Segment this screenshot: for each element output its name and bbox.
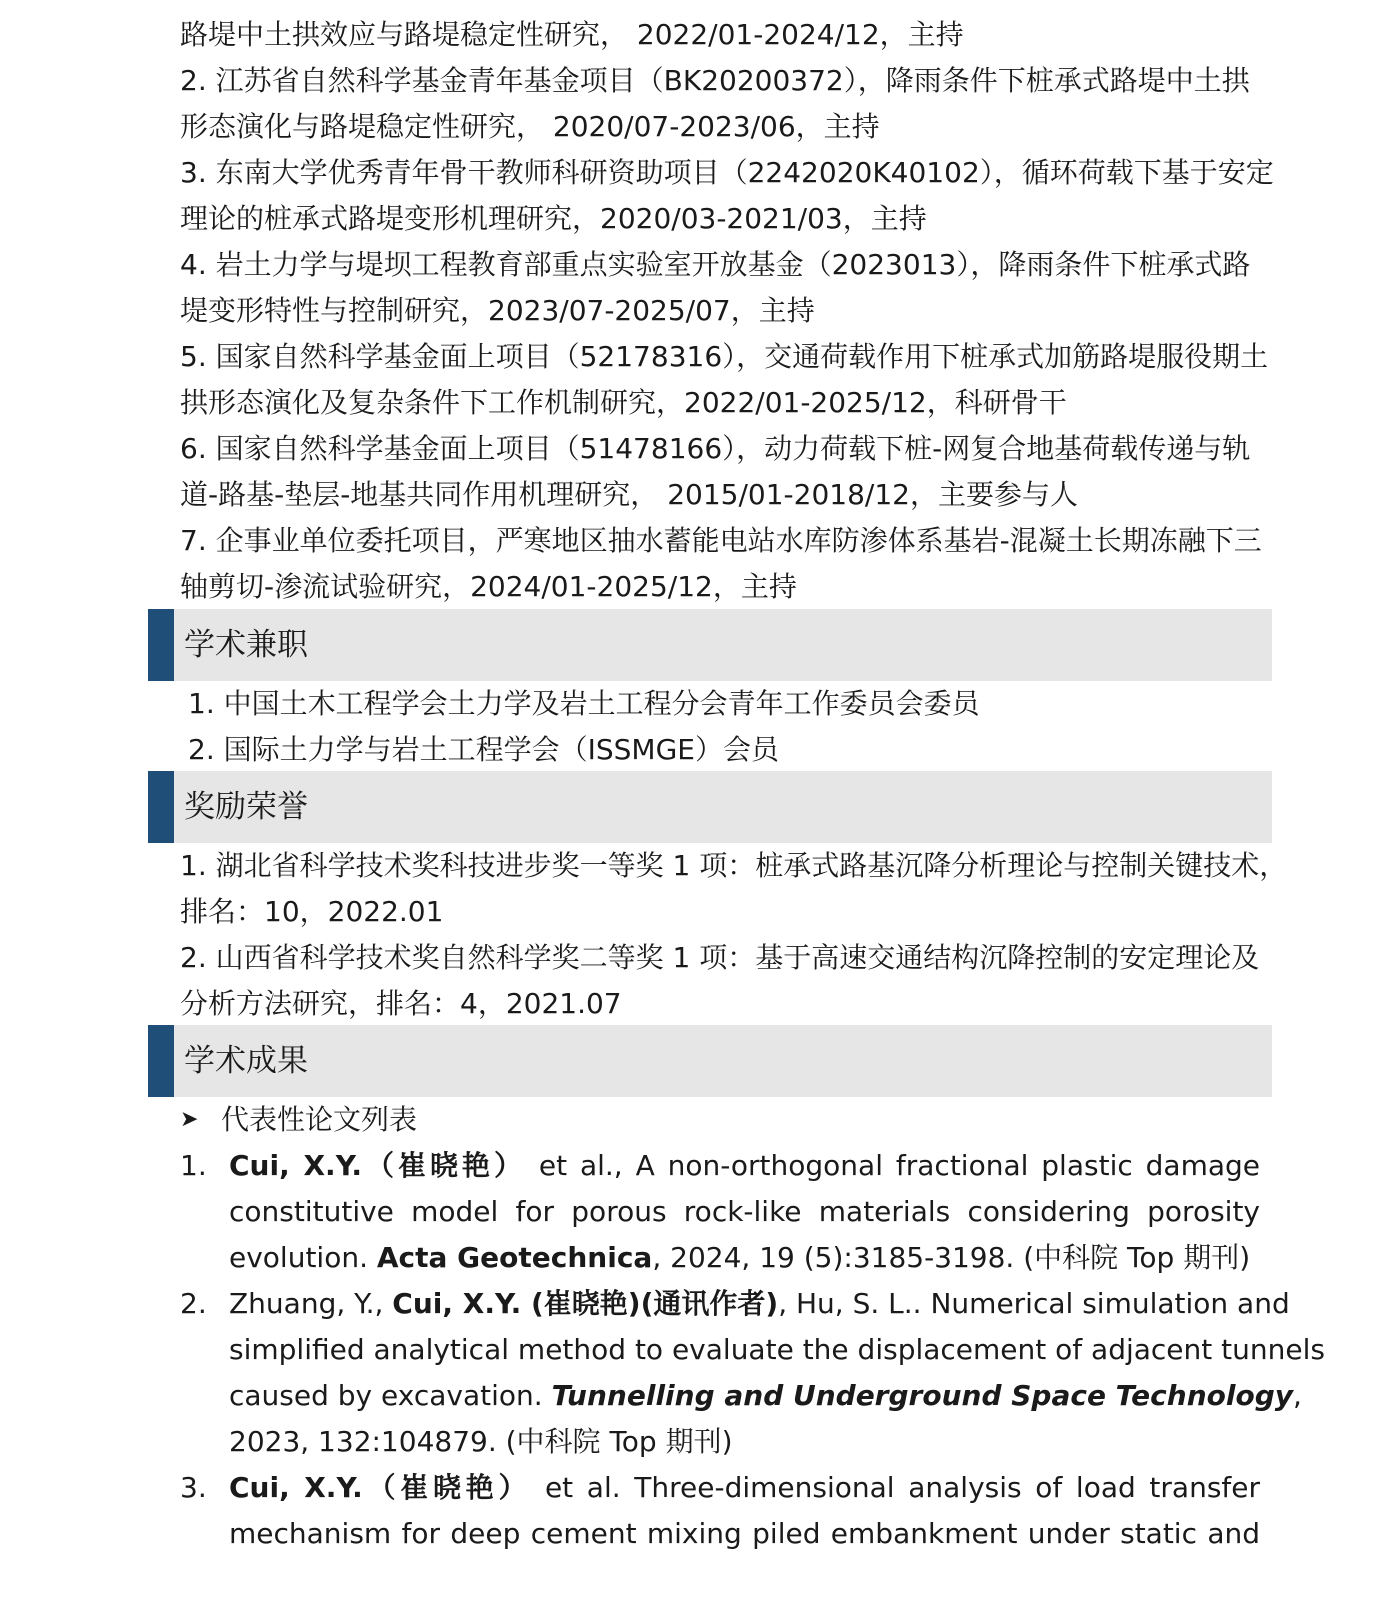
- section-title: 学术兼职: [184, 627, 308, 663]
- project-line: 6. 国家自然科学基金面上项目（51478166），动力荷载下桩-网复合地基荷载传递与轨: [180, 432, 1251, 465]
- award-line: 1. 湖北省科学技术奖科技进步奖一等奖 1 项：桩承式路基沉降分析理论与控制关键技术，: [180, 849, 1288, 882]
- paper-line: Zhuang, Y., Cui, X.Y. (崔晓艳)(通讯作者), Hu, S. L.. Numerical simulation and: [229, 1287, 1290, 1320]
- section-accent-bar: [148, 609, 174, 681]
- project-line: 路堤中土拱效应与路堤稳定性研究， 2022/01-2024/12，主持: [180, 18, 964, 51]
- award-line: 2. 山西省科学技术奖自然科学奖二等奖 1 项：基于高速交通结构沉降控制的安定理论及: [180, 941, 1260, 974]
- award-line: 分析方法研究，排名：4，2021.07: [180, 987, 622, 1020]
- section-accent-bar: [148, 771, 174, 843]
- project-line: 7. 企事业单位委托项目，严寒地区抽水蓄能电站水库防渗体系基岩-混凝土长期冻融下三: [180, 524, 1262, 557]
- paper-line: caused by excavation. Tunnelling and Underground Space Technology,: [229, 1379, 1302, 1412]
- position-item: 1. 中国土木工程学会土力学及岩土工程分会青年工作委员会委员: [188, 687, 980, 720]
- award-line: 排名：10，2022.01: [180, 895, 444, 928]
- section-header-academic-positions: [148, 609, 1272, 681]
- project-line: 3. 东南大学优秀青年骨干教师科研资助项目（2242020K40102），循环荷载下基于安定: [180, 156, 1274, 189]
- paper-number: 1.: [180, 1149, 207, 1182]
- paper-line: 2023, 132:104879. (中科院 Top 期刊): [229, 1425, 733, 1458]
- paper-journal: Tunnelling and Underground Space Technology: [551, 1379, 1293, 1412]
- paper-list-heading: 代表性论文列表: [221, 1103, 418, 1136]
- paper-line: mechanism for deep cement mixing piled embankment under static and: [229, 1517, 1260, 1550]
- section-header-awards: [148, 771, 1272, 843]
- project-line: 拱形态演化及复杂条件下工作机制研究，2022/01-2025/12，科研骨干: [180, 386, 1067, 419]
- section-header-achievements: [148, 1025, 1272, 1097]
- paper-line: simplified analytical method to evaluate the displacement of adjacent tunnels: [229, 1333, 1325, 1366]
- project-line: 2. 江苏省自然科学基金青年基金项目（BK20200372），降雨条件下桩承式路堤中土拱: [180, 64, 1250, 97]
- paper-line: evolution. Acta Geotechnica, 2024, 19 (5):3185-3198. (中科院 Top 期刊): [229, 1241, 1251, 1274]
- section-title: 奖励荣誉: [184, 789, 308, 825]
- paper-number: 2.: [180, 1287, 207, 1320]
- paper-line: Cui, X.Y.（崔晓艳） et al. Three-dimensional analysis of load transfer: [229, 1471, 1260, 1504]
- project-line: 5. 国家自然科学基金面上项目（52178316），交通荷载作用下桩承式加筋路堤服役期土: [180, 340, 1269, 373]
- paper-number: 3.: [180, 1471, 207, 1504]
- project-line: 道-路基-垫层-地基共同作用机理研究， 2015/01-2018/12，主要参与人: [180, 478, 1078, 511]
- project-line: 4. 岩土力学与堤坝工程教育部重点实验室开放基金（2023013），降雨条件下桩承式路: [180, 248, 1251, 281]
- paper-author-bold: Cui, X.Y.（崔晓艳）: [229, 1149, 526, 1182]
- section-accent-bar: [148, 1025, 174, 1097]
- project-line: 理论的桩承式路堤变形机理研究，2020/03-2021/03，主持: [180, 202, 927, 235]
- arrowhead-bullet-icon: ➤: [180, 1107, 199, 1132]
- project-line: 轴剪切-渗流试验研究，2024/01-2025/12，主持: [180, 570, 797, 603]
- paper-author-bold: Cui, X.Y.（崔晓艳）: [229, 1471, 532, 1504]
- paper-author-bold: Cui, X.Y. (崔晓艳)(通讯作者): [392, 1287, 779, 1320]
- section-title: 学术成果: [184, 1043, 308, 1079]
- position-item: 2. 国际土力学与岩土工程学会（ISSMGE）会员: [188, 733, 779, 766]
- paper-line: Cui, X.Y.（崔晓艳） et al., A non-orthogonal fractional plastic damage: [229, 1149, 1261, 1182]
- paper-journal: Acta Geotechnica: [376, 1241, 653, 1274]
- project-line: 堤变形特性与控制研究，2023/07-2025/07，主持: [180, 294, 815, 327]
- paper-line: constitutive model for porous rock-like materials considering porosity: [229, 1195, 1260, 1228]
- project-line: 形态演化与路堤稳定性研究， 2020/07-2023/06，主持: [180, 110, 880, 143]
